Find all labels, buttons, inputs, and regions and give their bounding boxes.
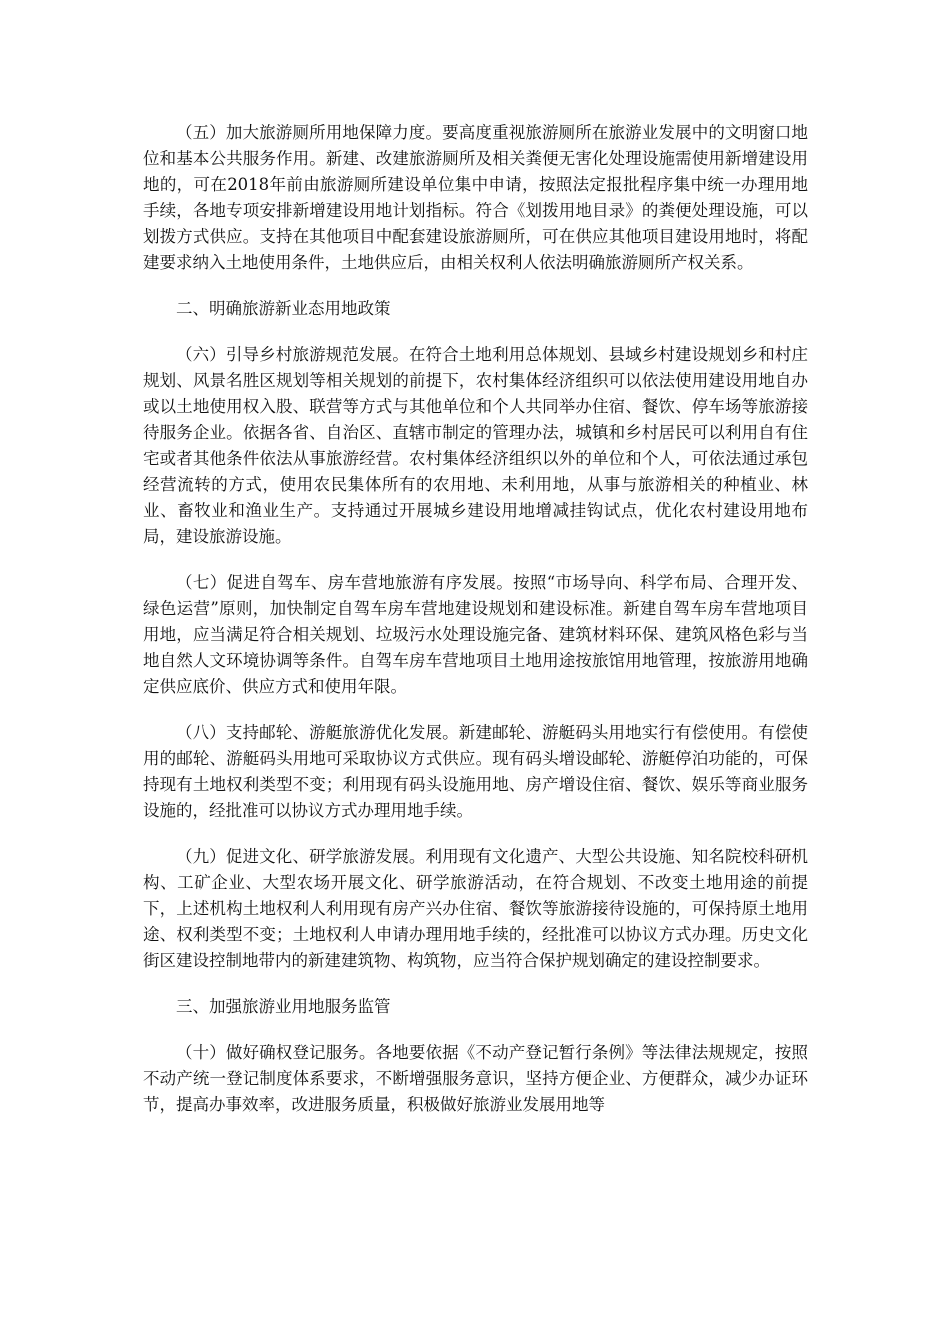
- section-heading-2: 二、明确旅游新业态用地政策: [176, 299, 391, 318]
- paragraph-7: （七）促进自驾车、房车营地旅游有序发展。按照“市场导向、科学布局、合理开发、绿色运营”原则，加快制定自驾车房车营地建设规划和建设标准。新建自驾车房车营地项目用地，应当满足符合相关规划、垃圾污水处理设施完备、建筑材料环保、建筑风格色彩与当地自然人文环境协调等条件。自驾车房车营地项目土地用途按旅馆用地管理，按旅游用地确定供应底价、供应方式和使用年限。: [143, 573, 808, 696]
- paragraph-6: （六）引导乡村旅游规范发展。在符合土地利用总体规划、县域乡村建设规划乡和村庄规划、风景名胜区规划等相关规划的前提下，农村集体经济组织可以依法使用建设用地自办或以土地使用权入股、联营等方式与其他单位和个人共同举办住宿、餐饮、停车场等旅游接待服务企业。依据各省、自治区、直辖市制定的管理办法，城镇和乡村居民可以利用自有住宅或者其他条件依法从事旅游经营。农村集体经济组织以外的单位和个人，可依法通过承包经营流转的方式，使用农民集体所有的农用地、未利用地，从事与旅游相关的种植业、林业、畜牧业和渔业生产。支持通过开展城乡建设用地增减挂钩试点，优化农村建设用地布局，建设旅游设施。: [143, 345, 808, 546]
- section-heading-3: 三、加强旅游业用地服务监管: [176, 997, 391, 1016]
- document-page: [143, 120, 808, 1138]
- paragraph-8: （八）支持邮轮、游艇旅游优化发展。新建邮轮、游艇码头用地实行有偿使用。有偿使用的邮轮、游艇码头用地可采取协议方式供应。现有码头增设邮轮、游艇停泊功能的，可保持现有土地权利类型不变；利用现有码头设施用地、房产增设住宿、餐饮、娱乐等商业服务设施的，经批准可以协议方式办理用地手续。: [143, 723, 808, 820]
- paragraph-10: （十）做好确权登记服务。各地要依据《不动产登记暂行条例》等法律法规规定，按照不动产统一登记制度体系要求，不断增强服务意识，坚持方便企业、方便群众，减少办证环节，提高办事效率，改进服务质量，积极做好旅游业发展用地等: [143, 1043, 808, 1114]
- paragraph-9: （九）促进文化、研学旅游发展。利用现有文化遗产、大型公共设施、知名院校科研机构、工矿企业、大型农场开展文化、研学旅游活动，在符合规划、不改变土地用途的前提下，上述机构土地权利人利用现有房产兴办住宿、餐饮等旅游接待设施的，可保持原土地用途、权利类型不变；土地权利人申请办理用地手续的，经批准可以协议方式办理。历史文化街区建设控制地带内的新建建筑物、构筑物，应当符合保护规划确定的建设控制要求。: [143, 847, 808, 970]
- paragraph-5: （五）加大旅游厕所用地保障力度。要高度重视旅游厕所在旅游业发展中的文明窗口地位和基本公共服务作用。新建、改建旅游厕所及相关粪便无害化处理设施需使用新增建设用地的，可在2018年前由旅游厕所建设单位集中申请，按照法定报批程序集中统一办理用地手续，各地专项安排新增建设用地计划指标。符合《划拨用地目录》的粪便处理设施，可以划拨方式供应。支持在其他项目中配套建设旅游厕所，可在供应其他项目建设用地时，将配建要求纳入土地使用条件，土地供应后，由相关权利人依法明确旅游厕所产权关系。: [143, 123, 808, 272]
